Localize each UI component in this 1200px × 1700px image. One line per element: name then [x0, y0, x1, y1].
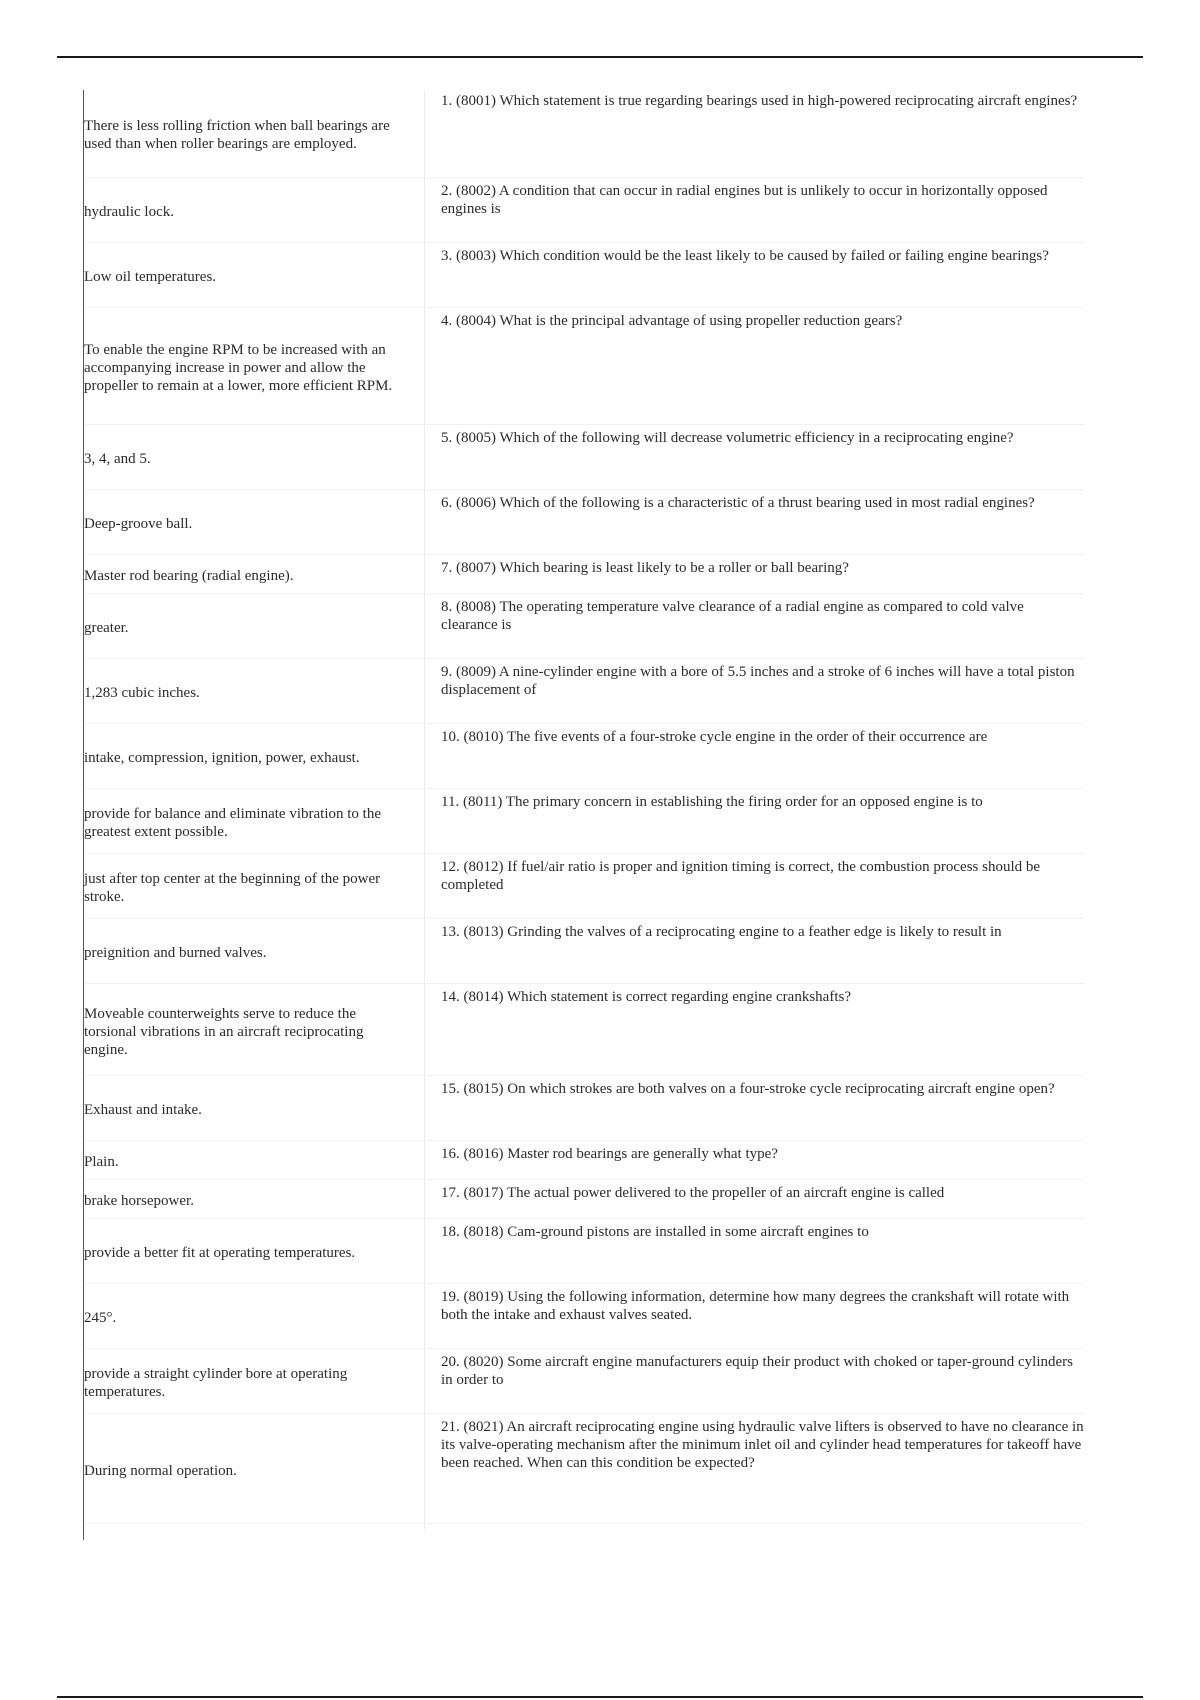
answer-cell: Master rod bearing (radial engine). [84, 568, 294, 584]
card-row-21 [84, 1414, 1084, 1524]
answer-cell: Moveable counterweights serve to reduce the torsional vibrations in an aircraft reciprocating engine. [84, 1005, 364, 1058]
question-cell: 21. (8021) An aircraft reciprocating engine using hydraulic valve lifters is observed to have no clearance in its valve-operating mechanism after the minimum inlet oil and cylinder head temperatures for takeoff have been reached. When can this condition be expected? [441, 1419, 1084, 1471]
question-cell: 15. (8015) On which strokes are both valves on a four-stroke cycle reciprocating aircraft engine open? [441, 1081, 1055, 1097]
card-row-10 [84, 724, 1084, 789]
answer-cell: Plain. [84, 1154, 119, 1170]
question-cell: 9. (8009) A nine-cylinder engine with a bore of 5.5 inches and a stroke of 6 inches will have a total piston displacement of [441, 664, 1075, 698]
answer-cell: Low oil temperatures. [84, 269, 217, 285]
card-row-19 [84, 1284, 1084, 1349]
answer-cell: There is less rolling friction when ball bearings are used than when roller bearings are employed. [84, 117, 390, 152]
question-cell: 7. (8007) Which bearing is least likely to be a roller or ball bearing? [441, 560, 849, 576]
card-row-11 [84, 789, 1084, 854]
answer-cell: greater. [84, 620, 129, 636]
card-row-8 [84, 594, 1084, 659]
question-cell: 12. (8012) If fuel/air ratio is proper and ignition timing is correct, the combustion process should be completed [441, 859, 1041, 893]
top-rule [57, 56, 1143, 58]
answer-cell: 1,283 cubic inches. [84, 685, 200, 701]
answer-cell: provide a straight cylinder bore at operating temperatures. [84, 1366, 348, 1400]
question-cell: 11. (8011) The primary concern in establishing the firing order for an opposed engine is to [441, 794, 983, 810]
card-row-13 [84, 919, 1084, 984]
answer-cell: 245°. [84, 1310, 117, 1326]
card-row-17 [84, 1180, 1084, 1219]
question-cell: 1. (8001) Which statement is true regarding bearings used in high-powered reciprocating aircraft engines? [441, 93, 1078, 109]
bottom-rule [57, 1696, 1143, 1698]
card-row-2 [84, 178, 1084, 243]
answer-cell: intake, compression, ignition, power, exhaust. [84, 750, 360, 766]
question-cell: 20. (8020) Some aircraft engine manufacturers equip their product with choked or taper-ground cylinders in order to [441, 1354, 1073, 1388]
question-cell: 2. (8002) A condition that can occur in radial engines but is unlikely to occur in horizontally opposed engines is [441, 183, 1048, 217]
card-row-16 [84, 1141, 1084, 1180]
question-cell: 13. (8013) Grinding the valves of a reciprocating engine to a feather edge is likely to result in [441, 924, 1002, 940]
card-row-4 [84, 308, 1084, 425]
answer-cell: just after top center at the beginning of the power stroke. [84, 871, 381, 905]
answer-cell: To enable the engine RPM to be increased with an accompanying increase in power and allow the propeller to remain at a lower, more efficient RPM. [84, 342, 393, 394]
answer-cell: Deep-groove ball. [84, 516, 193, 532]
card-row-9 [84, 659, 1084, 724]
answer-cell: provide a better fit at operating temperatures. [84, 1245, 356, 1261]
question-cell: 17. (8017) The actual power delivered to the propeller of an aircraft engine is called [441, 1185, 945, 1201]
card-row-14 [84, 984, 1084, 1076]
question-cell: 8. (8008) The operating temperature valve clearance of a radial engine as compared to cold valve clearance is [441, 599, 1024, 633]
card-row-18 [84, 1219, 1084, 1284]
card-row-7 [84, 555, 1084, 594]
question-cell: 14. (8014) Which statement is correct regarding engine crankshafts? [441, 989, 851, 1005]
card-row-6 [84, 490, 1084, 555]
question-cell: 10. (8010) The five events of a four-stroke cycle engine in the order of their occurrence are [441, 729, 988, 745]
question-cell: 16. (8016) Master rod bearings are generally what type? [441, 1146, 778, 1162]
card-row-20 [84, 1349, 1084, 1414]
question-cell: 4. (8004) What is the principal advantage of using propeller reduction gears? [441, 313, 903, 329]
card-row-5 [84, 425, 1084, 490]
question-cell: 19. (8019) Using the following information, determine how many degrees the crankshaft will rotate with both the intake and exhaust valves seated. [441, 1289, 1070, 1323]
question-cell: 3. (8003) Which condition would be the least likely to be caused by failed or failing engine bearings? [441, 248, 1049, 264]
answer-cell: preignition and burned valves. [84, 945, 267, 961]
answer-cell: hydraulic lock. [84, 204, 174, 220]
answer-cell: provide for balance and eliminate vibration to the greatest extent possible. [84, 806, 381, 840]
answer-cell: 3, 4, and 5. [84, 451, 151, 467]
answer-cell: Exhaust and intake. [84, 1102, 202, 1118]
card-row-12 [84, 854, 1084, 919]
question-cell: 5. (8005) Which of the following will decrease volumetric efficiency in a reciprocating engine? [441, 430, 1014, 446]
flashcard-table [84, 88, 1084, 1524]
question-cell: 18. (8018) Cam-ground pistons are installed in some aircraft engines to [441, 1224, 869, 1240]
answer-cell: brake horsepower. [84, 1193, 194, 1209]
card-row-3 [84, 243, 1084, 308]
card-row-1 [84, 88, 1084, 178]
card-row-15 [84, 1076, 1084, 1141]
question-cell: 6. (8006) Which of the following is a characteristic of a thrust bearing used in most radial engines? [441, 495, 1035, 511]
answer-cell: During normal operation. [84, 1462, 237, 1479]
